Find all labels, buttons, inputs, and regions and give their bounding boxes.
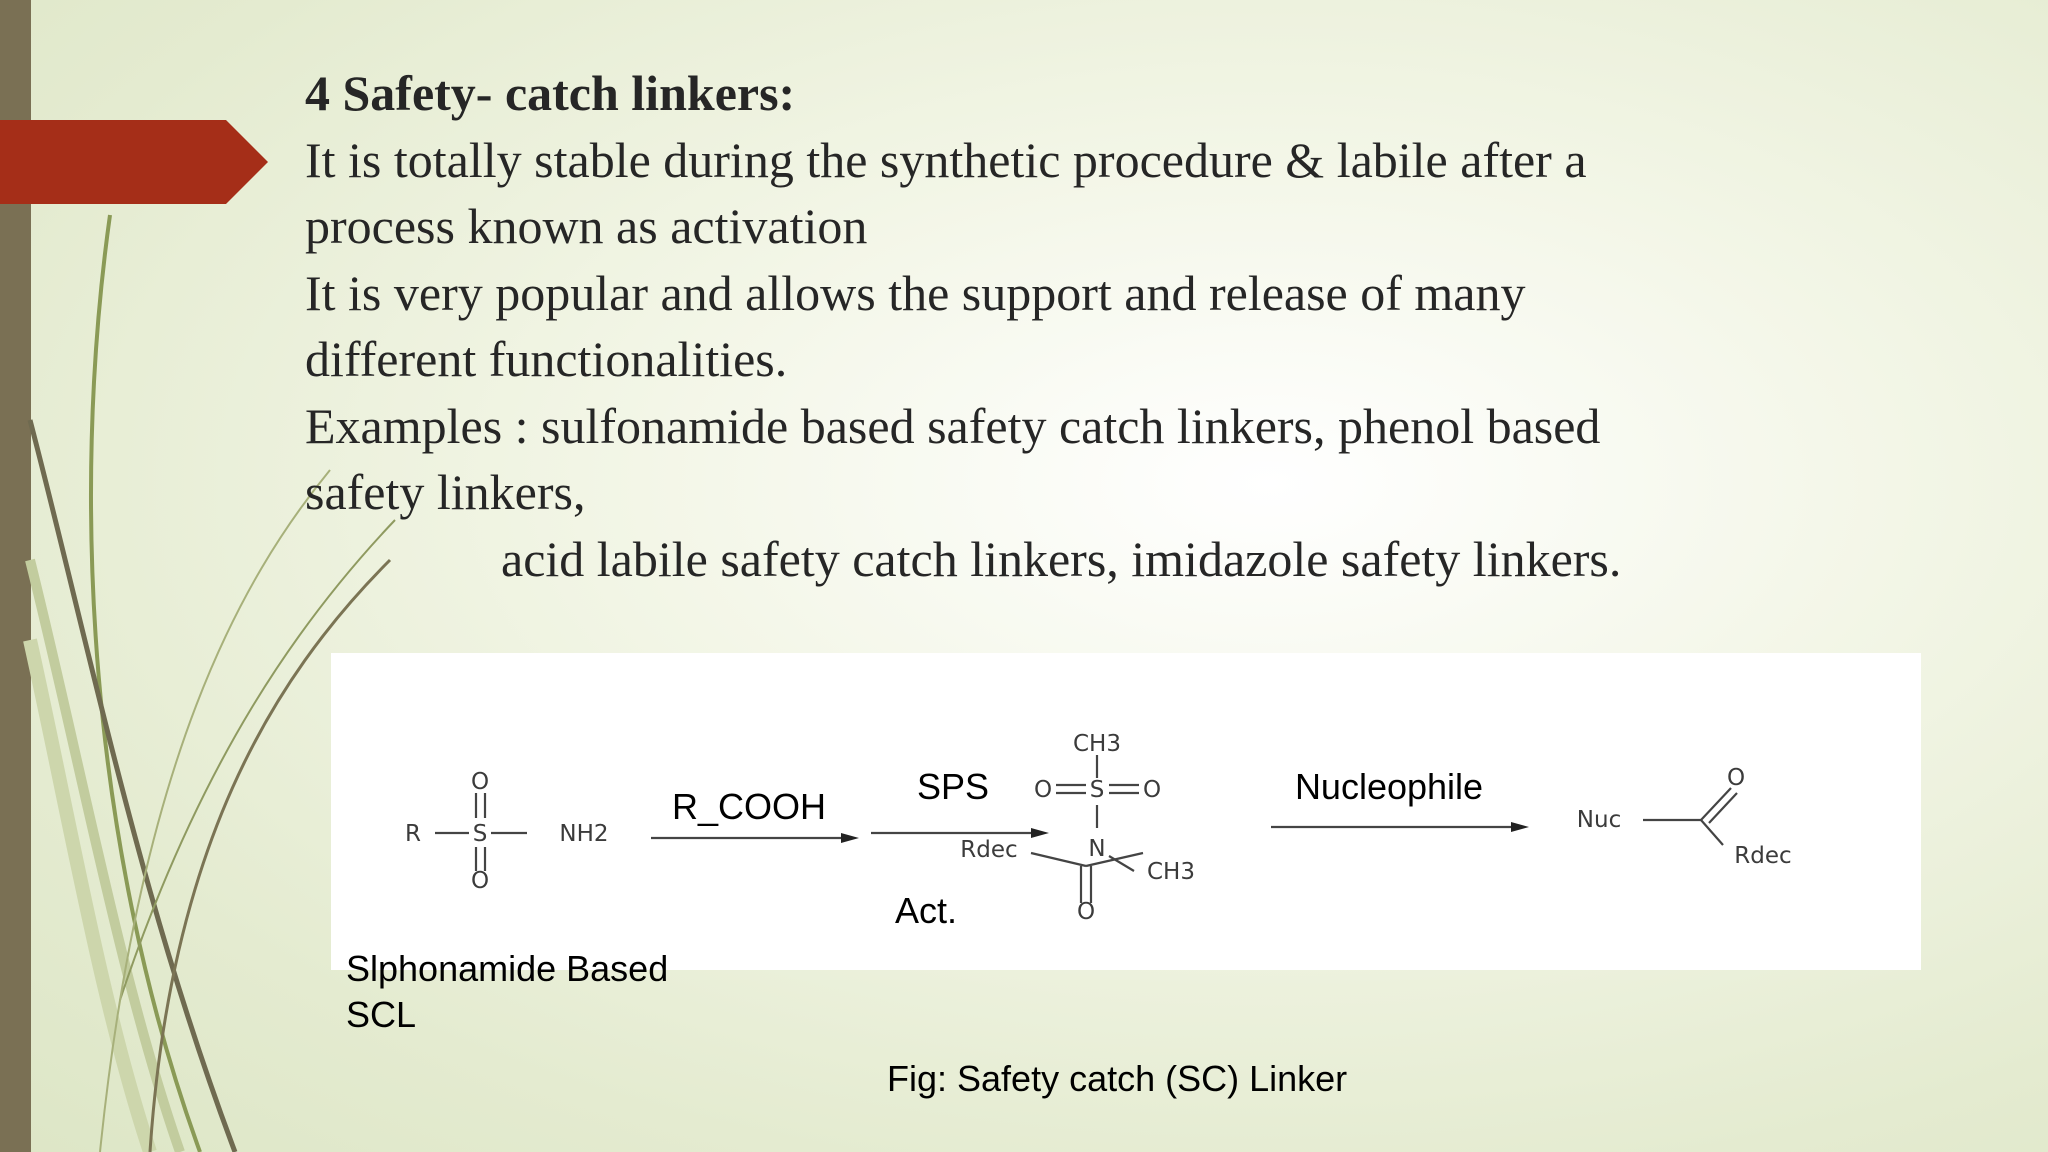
atom-oxygen: O [470,868,490,894]
atom-oxygen: O [1726,765,1746,791]
scheme-left-caption [346,946,766,1038]
reagent-nucleophile: Nucleophile [1294,766,1484,807]
atom-nitrogen: N [1088,836,1106,862]
reagent-r-cooh: R_COOH [671,786,827,827]
text-line: process known as activation [305,198,868,254]
atom-nuc: Nuc [1576,807,1622,833]
atom-oxygen: O [1033,777,1053,803]
atom-rdec: Rdec [960,837,1018,863]
atom-oxygen: O [470,769,490,795]
text-line: Examples : sulfonamide based safety catch linkers, phenol based [305,397,1601,454]
atom-rdec: Rdec [1734,843,1792,869]
atom-nh2: NH2 [559,821,609,847]
reaction-scheme-figure [331,653,1921,970]
slide-title: 4 Safety- catch linkers: [305,65,796,121]
reaction-scheme [331,653,1921,970]
text-line: acid labile safety catch linkers, imidazole safety linkers. [501,530,1622,587]
figure-caption: Fig: Safety catch (SC) Linker [887,1058,1348,1099]
atom-oxygen: O [1076,899,1096,925]
atom-ch3: CH3 [1147,859,1195,885]
atom-sulfur: S [472,821,488,847]
atom-ch3: CH3 [1073,731,1121,757]
caption-line: Slphonamide Based [346,948,669,989]
atom-r: R [405,821,421,847]
reagent-activation: Act. [894,890,958,931]
text-line: different functionalities. [305,331,788,387]
atom-sulfur: S [1089,777,1105,803]
slide-body [305,60,1785,592]
text-line: It is totally stable during the synthetic procedure & labile after a [305,131,1587,188]
red-arrow-banner [0,118,270,206]
text-line: It is very popular and allows the support and release of many [305,264,1526,321]
caption-line: SCL [346,994,417,1035]
reagent-sps: SPS [916,766,990,807]
text-line: safety linkers, [305,464,586,520]
atom-oxygen: O [1142,777,1162,803]
